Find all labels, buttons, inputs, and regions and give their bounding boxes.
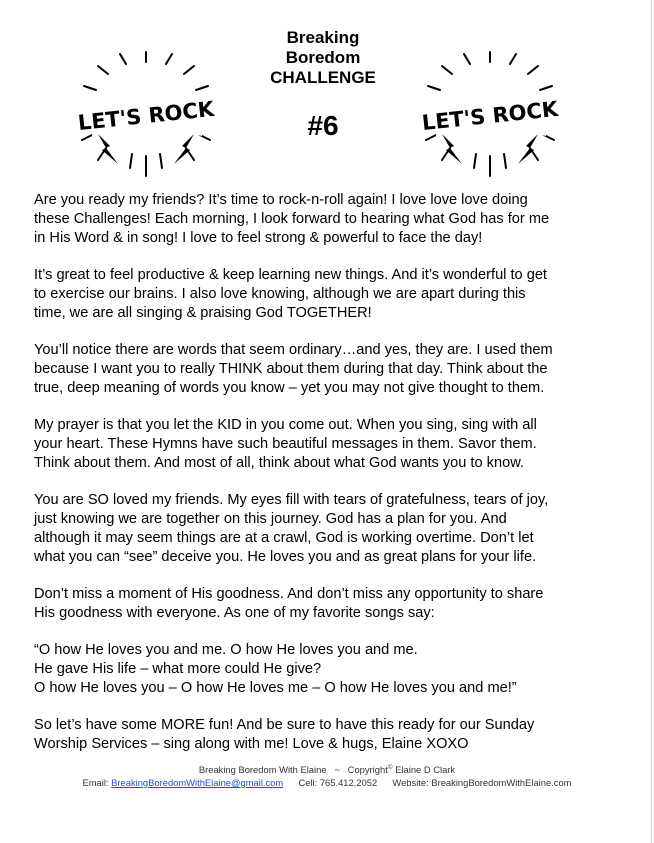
text-line: although it may seem things are at a crawl, God is working overtime. Don’t let (34, 530, 534, 546)
text-line: Are you ready my friends? It’s time to rock-n-roll again! I love love love doing (34, 192, 528, 208)
body-text (34, 191, 624, 772)
text-line: You are SO loved my friends. My eyes fill with tears of gratefulness, tears of joy, (34, 492, 549, 508)
text-line: His goodness with everyone. As one of my favorite songs say: (34, 605, 435, 621)
footer-line-1 (0, 761, 654, 776)
paragraph-1 (34, 191, 624, 248)
footer-separator: ~ (334, 764, 340, 776)
email-link[interactable]: BreakingBoredomWithElaine@gmail.com (111, 777, 284, 789)
text-line: to exercise our brains. I also love knowing, although we are apart during this (34, 286, 526, 302)
text-line: Don’t miss a moment of His goodness. And don’t miss any opportunity to share (34, 586, 544, 602)
song-quote (34, 641, 624, 698)
lets-rock-logo-right (420, 50, 560, 180)
text-line: It’s great to feel productive & keep learning new things. And it’s wonderful to get (34, 267, 547, 283)
text-line: in His Word & in song! I love to feel strong & powerful to face the day! (34, 230, 483, 246)
text-line: My prayer is that you let the KID in you come out. When you sing, sing with all (34, 417, 537, 433)
cell-number: 765.412.2052 (319, 777, 378, 789)
paragraph-6 (34, 585, 624, 623)
page-edge-divider (651, 0, 652, 843)
page-title (247, 28, 399, 88)
closing-paragraph (34, 716, 624, 754)
text-line: just knowing we are together on this journey. God has a plan for you. And (34, 511, 507, 527)
footer-copyright-owner: Elaine D Clark (395, 764, 456, 776)
text-line: these Challenges! Each morning, I look forward to hearing what God has for me (34, 211, 550, 227)
email-label: Email: (82, 777, 109, 789)
text-line: what you can “see” deceive you. He loves you and as great plans for your life. (34, 549, 537, 565)
text-line: “O how He loves you and me. O how He loves you and me. (34, 642, 418, 658)
text-line: O how He loves you – O how He loves me – O how He loves you and me!” (34, 680, 517, 696)
text-line: He gave His life – what more could He give? (34, 661, 322, 677)
text-line: So let’s have some MORE fun! And be sure to have this ready for our Sunday (34, 717, 535, 733)
lets-rock-logo-right-text: LET'S ROCK (420, 96, 560, 136)
text-line: your heart. These Hymns have such beautiful messages in them. Savor them. (34, 436, 537, 452)
text-line: Think about them. And most of all, think about what God wants you to know. (34, 455, 524, 471)
lets-rock-logo-left-text: LET'S ROCK (76, 96, 216, 136)
footer-brand: Breaking Boredom With Elaine (198, 764, 327, 776)
title-line-3: CHALLENGE (270, 68, 376, 87)
website-label: Website: (392, 777, 429, 789)
title-line-1: Breaking (286, 28, 360, 47)
text-line: because I want you to really THINK about them during that day. Think about the (34, 361, 548, 377)
paragraph-5 (34, 491, 624, 567)
copyright-symbol: © (387, 764, 393, 771)
footer-line-2 (0, 776, 654, 789)
paragraph-4 (34, 416, 624, 473)
cell-label: Cell: (298, 777, 318, 789)
footer-copyright-word: Copyright (347, 764, 388, 776)
text-line: Worship Services – sing along with me! Love & hugs, Elaine XOXO (34, 736, 469, 752)
paragraph-3 (34, 341, 624, 398)
challenge-number: #6 (307, 110, 339, 141)
text-line: time, we are all singing & praising God TOGETHER! (34, 305, 372, 321)
lets-rock-logo-left (76, 50, 216, 180)
page-footer (0, 761, 654, 789)
paragraph-2 (34, 266, 624, 323)
title-line-2: Boredom (285, 48, 361, 67)
text-line: true, deep meaning of words you know – yet you may not give thought to them. (34, 380, 545, 396)
text-line: You’ll notice there are words that seem ordinary…and yes, they are. I used them (34, 342, 553, 358)
website-text: BreakingBoredomWithElaine.com (431, 777, 572, 789)
